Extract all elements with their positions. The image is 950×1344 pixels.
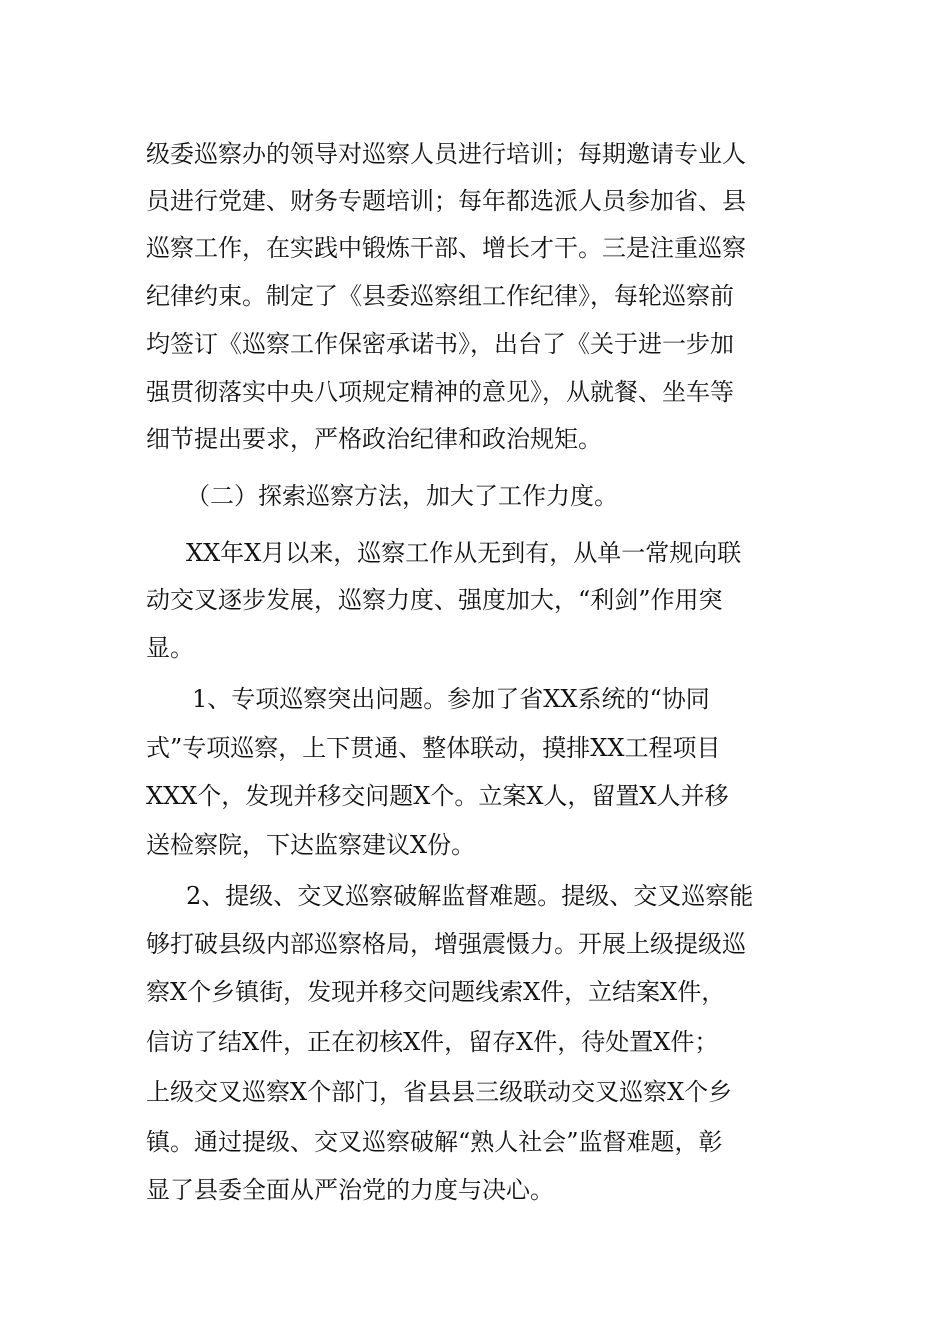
text-line-20: 上级交叉巡察X个部门，省县县三级联动交叉巡察X个乡: [146, 1078, 733, 1106]
text-line-7: 细节提出要求，严格政治纪律和政治规矩。: [146, 425, 602, 453]
section-heading: （二）探索巡察方法，加大了工作力度。: [186, 482, 618, 510]
text-line-9: XX年X月以来，巡察工作从无到有，从单一常规向联: [186, 539, 742, 567]
text-line-5: 均签订《巡察工作保密承诺书》，出台了《关于进一步加: [146, 330, 734, 358]
text-line-10: 动交叉逐步发展，巡察力度、强度加大，“利剑”作用突: [146, 586, 723, 614]
text-line-11: 显。: [146, 634, 194, 662]
text-line-19: 信访了结X件，正在初核X件，留存X件，待处置X件；: [146, 1028, 719, 1056]
text-line-1: 级委巡察办的领导对巡察人员进行培训；每期邀请专业人: [146, 140, 746, 168]
text-line-14: XXX个，发现并移交问题X个。立案X人，留置X人并移: [146, 782, 729, 810]
text-line-12: 1、专项巡察突出问题。参加了省XX系统的“协同: [192, 685, 710, 713]
text-line-17: 够打破县级内部巡察格局，增强震慑力。开展上级提级巡: [146, 930, 746, 958]
text-line-6: 强贯彻落实中央八项规定精神的意见》，从就餐、坐车等: [146, 378, 734, 406]
text-line-21: 镇。通过提级、交叉巡察破解“熟人社会”监督难题，彰: [146, 1128, 723, 1156]
text-line-2: 员进行党建、财务专题培训；每年都选派人员参加省、县: [146, 187, 746, 215]
text-line-22: 显了县委全面从严治党的力度与决心。: [146, 1176, 554, 1204]
text-line-3: 巡察工作，在实践中锻炼干部、增长才干。三是注重巡察: [146, 234, 746, 262]
text-line-4: 纪律约束。制定了《县委巡察组工作纪律》，每轮巡察前: [146, 282, 734, 310]
text-line-13: 式”专项巡察，上下贯通、整体联动，摸排XX工程项目: [146, 734, 721, 762]
text-line-18: 察X个乡镇街，发现并移交问题线索X件，立结案X件，: [146, 978, 726, 1006]
text-line-16: 2、提级、交叉巡察破解监督难题。提级、交叉巡察能: [186, 882, 754, 910]
text-line-15: 送检察院，下达监察建议X份。: [146, 831, 476, 859]
